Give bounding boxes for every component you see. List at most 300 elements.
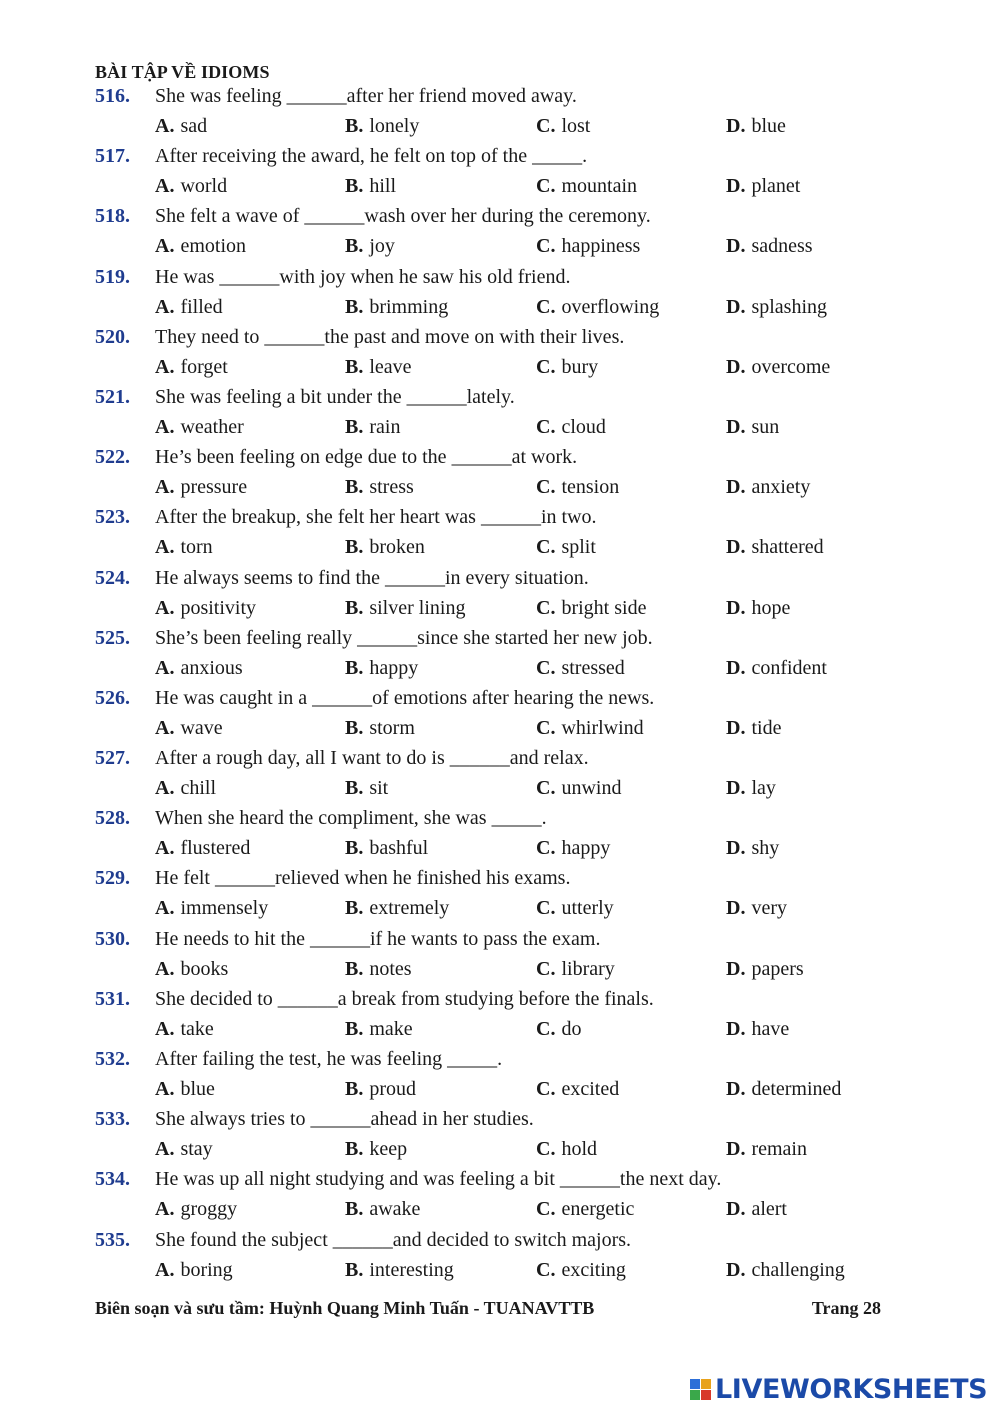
answer-option-c[interactable]	[536, 1015, 581, 1043]
answer-option-d[interactable]	[726, 293, 827, 321]
question-number: 524.	[95, 566, 130, 589]
answer-option-a[interactable]	[155, 654, 243, 682]
answer-option-a[interactable]	[155, 112, 207, 140]
answer-options	[95, 774, 915, 804]
option-letter: B.	[345, 476, 364, 499]
option-letter: D.	[726, 777, 746, 800]
option-letter: A.	[155, 957, 175, 980]
answer-option-a[interactable]	[155, 1256, 233, 1284]
option-letter: B.	[345, 415, 364, 438]
option-letter: C.	[536, 1258, 556, 1281]
answer-option-a[interactable]	[155, 293, 223, 321]
question-stem	[95, 564, 915, 594]
option-letter: A.	[155, 716, 175, 739]
option-letter: B.	[345, 1017, 364, 1040]
answer-option-d[interactable]	[726, 1015, 789, 1043]
option-letter: C.	[536, 235, 556, 258]
option-letter: A.	[155, 536, 175, 559]
option-letter: C.	[536, 175, 556, 198]
option-text: broken	[369, 536, 425, 559]
option-letter: D.	[726, 1258, 746, 1281]
answer-option-a[interactable]	[155, 1135, 213, 1163]
option-letter: D.	[726, 235, 746, 258]
option-text: weather	[180, 415, 244, 438]
answer-option-d[interactable]	[726, 413, 779, 441]
option-text: flustered	[180, 837, 251, 860]
option-letter: A.	[155, 837, 175, 860]
option-text: stay	[180, 1138, 213, 1161]
question-stem	[95, 1045, 915, 1075]
option-text: shattered	[751, 536, 824, 559]
option-letter: D.	[726, 957, 746, 980]
answer-option-d[interactable]	[726, 1075, 841, 1103]
question-text: They need to ______the past and move on with their lives.	[155, 325, 625, 348]
question-item	[95, 1105, 915, 1165]
page-footer	[95, 1298, 881, 1319]
option-letter: B.	[345, 295, 364, 318]
question-item	[95, 1226, 915, 1286]
answer-option-b[interactable]	[345, 413, 400, 441]
answer-option-a[interactable]	[155, 232, 246, 260]
option-text: take	[180, 1017, 214, 1040]
option-text: emotion	[180, 235, 246, 258]
option-letter: D.	[726, 1078, 746, 1100]
option-text: proud	[369, 1078, 417, 1100]
option-letter: A.	[155, 596, 175, 619]
answer-option-b[interactable]	[345, 1256, 454, 1284]
answer-options	[95, 714, 915, 744]
question-text: After receiving the award, he felt on top of the _____.	[155, 145, 588, 168]
answer-options	[95, 594, 915, 624]
question-stem	[95, 263, 915, 293]
question-text: She felt a wave of ______wash over her during the ceremony.	[155, 205, 651, 228]
option-letter: C.	[536, 957, 556, 980]
question-text: After failing the test, he was feeling _____.	[155, 1048, 503, 1070]
option-text: forget	[180, 355, 228, 378]
option-text: have	[751, 1017, 790, 1040]
answer-options	[95, 1256, 915, 1286]
question-stem	[95, 443, 915, 473]
answer-option-d[interactable]	[726, 774, 776, 802]
option-text: world	[180, 175, 228, 198]
option-letter: C.	[536, 1138, 556, 1161]
question-stem	[95, 1165, 915, 1195]
question-text: He felt ______relieved when he finished his exams.	[155, 867, 571, 890]
question-text: He needs to hit the ______if he wants to pass the exam.	[155, 927, 601, 950]
question-stem	[95, 624, 915, 654]
option-letter: C.	[536, 1017, 556, 1040]
option-text: very	[751, 897, 787, 920]
answer-option-d[interactable]	[726, 894, 787, 922]
question-text: After a rough day, all I want to do is ______and relax.	[155, 747, 589, 770]
option-letter: D.	[726, 1017, 746, 1040]
option-text: rain	[369, 415, 401, 438]
question-item	[95, 383, 915, 443]
question-number: 520.	[95, 325, 130, 348]
answer-option-a[interactable]	[155, 594, 256, 622]
option-letter: A.	[155, 1258, 175, 1281]
answer-options	[95, 1075, 915, 1105]
answer-option-b[interactable]	[345, 232, 395, 260]
question-text: She was feeling ______after her friend moved away.	[155, 85, 577, 107]
option-letter: D.	[726, 355, 746, 378]
option-letter: D.	[726, 415, 746, 438]
answer-option-b[interactable]	[345, 172, 396, 200]
question-item	[95, 1165, 915, 1225]
option-text: sit	[369, 777, 389, 800]
answer-option-b[interactable]	[345, 1135, 407, 1163]
option-text: silver lining	[369, 596, 466, 619]
question-text: He was up all night studying and was feeling a bit ______the next day.	[155, 1168, 722, 1191]
option-letter: B.	[345, 1258, 364, 1281]
answer-options	[95, 353, 915, 383]
answer-option-c[interactable]	[536, 714, 644, 742]
option-text: blue	[180, 1078, 215, 1100]
option-letter: B.	[345, 536, 364, 559]
answer-option-c[interactable]	[536, 1135, 597, 1163]
option-letter: C.	[536, 415, 556, 438]
option-letter: C.	[536, 897, 556, 920]
option-text: exciting	[561, 1258, 626, 1281]
question-item	[95, 624, 915, 684]
option-text: papers	[751, 957, 804, 980]
question-item	[95, 263, 915, 323]
option-letter: C.	[536, 536, 556, 559]
option-letter: C.	[536, 1078, 556, 1100]
question-stem	[95, 503, 915, 533]
option-text: wave	[180, 716, 223, 739]
answer-option-b[interactable]	[345, 1075, 416, 1103]
option-letter: A.	[155, 1138, 175, 1161]
option-text: extremely	[369, 897, 450, 920]
answer-option-c[interactable]	[536, 1075, 619, 1103]
option-text: keep	[369, 1138, 408, 1161]
option-letter: A.	[155, 1198, 175, 1221]
answer-option-c[interactable]	[536, 533, 596, 561]
option-letter: B.	[345, 957, 364, 980]
option-text: books	[180, 957, 229, 980]
question-text: When she heard the compliment, she was _____.	[155, 807, 547, 830]
question-text: She decided to ______a break from studying before the finals.	[155, 987, 654, 1010]
question-number: 522.	[95, 446, 130, 469]
answer-option-a[interactable]	[155, 834, 250, 862]
option-text: pressure	[180, 476, 248, 499]
answer-option-a[interactable]	[155, 1195, 237, 1223]
option-letter: A.	[155, 1078, 175, 1100]
option-letter: D.	[726, 656, 746, 679]
answer-option-c[interactable]	[536, 1195, 634, 1223]
answer-options	[95, 293, 915, 323]
answer-option-c[interactable]	[536, 172, 637, 200]
question-number: 526.	[95, 686, 130, 709]
answer-option-b[interactable]	[345, 1195, 420, 1223]
answer-option-c[interactable]	[536, 112, 590, 140]
option-text: tide	[751, 716, 782, 739]
answer-option-a[interactable]	[155, 473, 247, 501]
option-text: alert	[751, 1198, 787, 1221]
option-text: lost	[561, 115, 591, 137]
answer-option-d[interactable]	[726, 594, 790, 622]
question-item	[95, 564, 915, 624]
question-number: 532.	[95, 1048, 130, 1070]
option-letter: D.	[726, 295, 746, 318]
option-letter: B.	[345, 1138, 364, 1161]
question-number: 529.	[95, 867, 130, 890]
answer-option-d[interactable]	[726, 834, 779, 862]
answer-options	[95, 232, 915, 262]
answer-option-c[interactable]	[536, 232, 640, 260]
worksheet-title: BÀI TẬP VỀ IDIOMS	[95, 62, 270, 82]
option-letter: A.	[155, 415, 175, 438]
option-letter: C.	[536, 837, 556, 860]
option-text: library	[561, 957, 615, 980]
answer-option-c[interactable]	[536, 293, 659, 321]
answer-option-b[interactable]	[345, 533, 425, 561]
question-stem	[95, 142, 915, 172]
option-letter: D.	[726, 476, 746, 499]
answer-option-d[interactable]	[726, 654, 827, 682]
option-letter: D.	[726, 837, 746, 860]
option-letter: D.	[726, 115, 746, 137]
option-text: storm	[369, 716, 415, 739]
answer-option-b[interactable]	[345, 714, 415, 742]
answer-options	[95, 894, 915, 924]
option-letter: B.	[345, 897, 364, 920]
answer-option-b[interactable]	[345, 594, 465, 622]
answer-option-a[interactable]	[155, 1015, 214, 1043]
question-number: 521.	[95, 385, 130, 408]
answer-option-d[interactable]	[726, 353, 830, 381]
answer-option-c[interactable]	[536, 353, 598, 381]
answer-option-a[interactable]	[155, 172, 227, 200]
answer-option-a[interactable]	[155, 533, 213, 561]
option-text: split	[561, 536, 596, 559]
option-text: chill	[180, 777, 216, 800]
option-text: utterly	[561, 897, 614, 920]
option-text: immensely	[180, 897, 269, 920]
answer-options	[95, 834, 915, 864]
answer-options	[95, 172, 915, 202]
answer-options	[95, 112, 915, 142]
question-number: 527.	[95, 747, 130, 770]
answer-option-b[interactable]	[345, 834, 428, 862]
question-item	[95, 684, 915, 744]
option-text: stressed	[561, 656, 625, 679]
question-number: 516.	[95, 85, 130, 107]
question-number: 528.	[95, 807, 130, 830]
question-stem	[95, 383, 915, 413]
option-text: happy	[561, 837, 611, 860]
answer-option-d[interactable]	[726, 1195, 787, 1223]
option-text: happiness	[561, 235, 641, 258]
option-text: sad	[180, 115, 208, 137]
answer-option-d[interactable]	[726, 232, 813, 260]
answer-option-a[interactable]	[155, 955, 228, 983]
answer-option-b[interactable]	[345, 112, 419, 140]
option-letter: C.	[536, 716, 556, 739]
option-letter: B.	[345, 837, 364, 860]
question-number: 525.	[95, 626, 130, 649]
answer-option-d[interactable]	[726, 533, 824, 561]
option-letter: B.	[345, 235, 364, 258]
option-text: shy	[751, 837, 780, 860]
question-stem	[95, 82, 915, 112]
question-item	[95, 864, 915, 924]
answer-options	[95, 473, 915, 503]
option-text: torn	[180, 536, 213, 559]
question-item	[95, 503, 915, 563]
question-stem	[95, 744, 915, 774]
brand-name: LIVEWORKSHEETS	[715, 1374, 988, 1405]
option-letter: C.	[536, 476, 556, 499]
option-text: groggy	[180, 1198, 238, 1221]
answer-option-d[interactable]	[726, 955, 804, 983]
answer-option-b[interactable]	[345, 774, 388, 802]
option-text: bright side	[561, 596, 647, 619]
option-text: overflowing	[561, 295, 660, 318]
option-text: challenging	[751, 1258, 845, 1281]
question-item	[95, 323, 915, 383]
option-text: remain	[751, 1138, 807, 1161]
answer-option-c[interactable]	[536, 473, 619, 501]
option-letter: D.	[726, 1198, 746, 1221]
option-letter: D.	[726, 596, 746, 619]
answer-option-b[interactable]	[345, 894, 449, 922]
question-item	[95, 142, 915, 202]
option-text: notes	[369, 957, 412, 980]
question-item	[95, 82, 915, 142]
option-letter: D.	[726, 536, 746, 559]
answer-option-b[interactable]	[345, 955, 412, 983]
answer-option-b[interactable]	[345, 654, 418, 682]
question-list	[95, 82, 915, 1286]
answer-option-d[interactable]	[726, 714, 781, 742]
page-number: Trang 28	[811, 1298, 881, 1318]
answer-option-a[interactable]	[155, 714, 223, 742]
answer-option-a[interactable]	[155, 1075, 215, 1103]
question-stem	[95, 925, 915, 955]
option-letter: B.	[345, 716, 364, 739]
option-letter: C.	[536, 777, 556, 800]
option-text: confident	[751, 656, 827, 679]
answer-option-b[interactable]	[345, 293, 448, 321]
option-letter: B.	[345, 175, 364, 198]
answer-option-a[interactable]	[155, 413, 244, 441]
answer-option-c[interactable]	[536, 413, 606, 441]
answer-option-c[interactable]	[536, 594, 646, 622]
answer-options	[95, 955, 915, 985]
option-text: splashing	[751, 295, 828, 318]
option-text: lonely	[369, 115, 420, 137]
option-text: tension	[561, 476, 620, 499]
answer-option-b[interactable]	[345, 1015, 413, 1043]
answer-options	[95, 1015, 915, 1045]
option-letter: C.	[536, 596, 556, 619]
option-text: awake	[369, 1198, 421, 1221]
answer-option-a[interactable]	[155, 353, 228, 381]
option-text: brimming	[369, 295, 449, 318]
question-text: She’s been feeling really ______since she started her new job.	[155, 626, 653, 649]
answer-option-b[interactable]	[345, 353, 412, 381]
question-number: 517.	[95, 145, 130, 168]
option-letter: C.	[536, 355, 556, 378]
option-text: interesting	[369, 1258, 454, 1281]
question-number: 531.	[95, 987, 130, 1010]
option-letter: B.	[345, 656, 364, 679]
question-text: She was feeling a bit under the ______lately.	[155, 385, 515, 408]
option-text: energetic	[561, 1198, 635, 1221]
answer-option-d[interactable]	[726, 473, 810, 501]
answer-options	[95, 413, 915, 443]
question-stem	[95, 804, 915, 834]
question-number: 535.	[95, 1228, 130, 1251]
answer-option-a[interactable]	[155, 774, 216, 802]
option-letter: A.	[155, 777, 175, 800]
option-letter: A.	[155, 235, 175, 258]
option-letter: A.	[155, 295, 175, 318]
answer-option-b[interactable]	[345, 473, 414, 501]
answer-option-c[interactable]	[536, 834, 610, 862]
option-letter: A.	[155, 355, 175, 378]
option-letter: B.	[345, 596, 364, 619]
option-letter: A.	[155, 656, 175, 679]
option-letter: B.	[345, 1078, 364, 1100]
answer-option-d[interactable]	[726, 1135, 807, 1163]
option-text: happy	[369, 656, 419, 679]
answer-option-c[interactable]	[536, 654, 625, 682]
option-letter: B.	[345, 1198, 364, 1221]
option-text: mountain	[561, 175, 637, 198]
option-text: stress	[369, 476, 414, 499]
question-item	[95, 443, 915, 503]
question-number: 518.	[95, 205, 130, 228]
question-item	[95, 744, 915, 804]
question-number: 534.	[95, 1168, 130, 1191]
question-stem	[95, 684, 915, 714]
option-letter: C.	[536, 295, 556, 318]
option-letter: D.	[726, 716, 746, 739]
question-number: 533.	[95, 1108, 130, 1131]
option-letter: A.	[155, 175, 175, 198]
option-text: bury	[561, 355, 599, 378]
question-text: He’s been feeling on edge due to the ______at work.	[155, 446, 578, 469]
answer-option-a[interactable]	[155, 894, 268, 922]
question-item	[95, 804, 915, 864]
question-text: She always tries to ______ahead in her studies.	[155, 1108, 534, 1131]
answer-option-d[interactable]	[726, 172, 800, 200]
question-number: 523.	[95, 506, 130, 529]
question-number: 519.	[95, 265, 130, 288]
option-text: overcome	[751, 355, 831, 378]
answer-option-c[interactable]	[536, 1256, 626, 1284]
option-text: anxiety	[751, 476, 811, 499]
option-letter: C.	[536, 115, 556, 137]
answer-option-d[interactable]	[726, 1256, 845, 1284]
answer-option-c[interactable]	[536, 894, 614, 922]
answer-option-d[interactable]	[726, 112, 786, 140]
option-text: whirlwind	[561, 716, 644, 739]
option-text: joy	[369, 235, 395, 258]
answer-option-c[interactable]	[536, 774, 621, 802]
liveworksheets-logo-icon	[690, 1379, 711, 1400]
option-letter: D.	[726, 175, 746, 198]
answer-options	[95, 1135, 915, 1165]
answer-options	[95, 654, 915, 684]
option-letter: A.	[155, 1017, 175, 1040]
answer-option-c[interactable]	[536, 955, 615, 983]
liveworksheets-brand[interactable]	[690, 1374, 987, 1405]
question-item	[95, 985, 915, 1045]
